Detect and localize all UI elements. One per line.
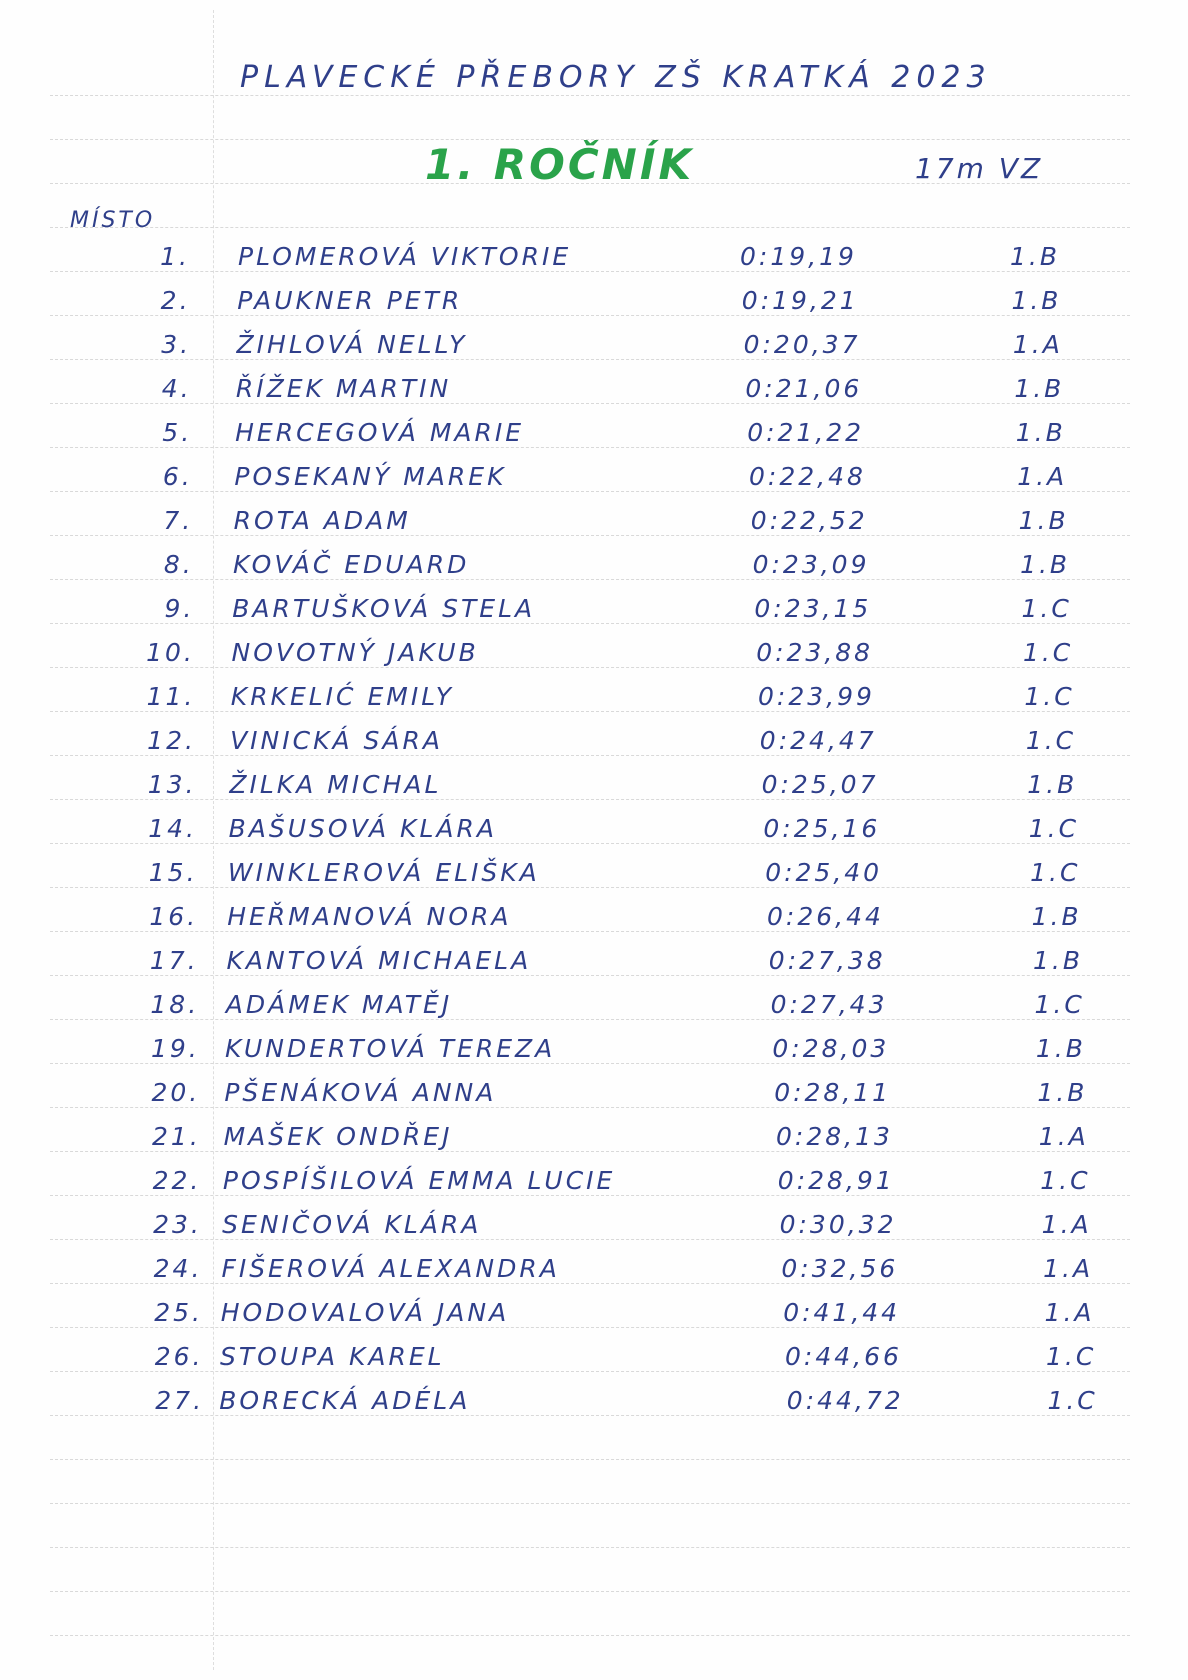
class-label: 1.B <box>1020 550 1071 579</box>
class-label: 1.C <box>1024 682 1075 711</box>
class-label: 1.A <box>1012 330 1063 359</box>
class-label: 1.C <box>1021 594 1072 623</box>
result-row <box>0 1384 1188 1428</box>
place-number: 27. <box>155 1386 205 1415</box>
place-number: 23. <box>153 1210 202 1239</box>
class-label: 1.A <box>1044 1298 1095 1327</box>
class-label: 1.A <box>1041 1210 1092 1239</box>
swim-time: 0:19,21 <box>741 286 859 315</box>
class-label: 1.C <box>1034 990 1085 1019</box>
swimmer-name: KUNDERTOVÁ TEREZA <box>225 1034 556 1063</box>
result-row <box>0 812 1188 856</box>
swimmer-name: SENIČOVÁ KLÁRA <box>222 1210 482 1239</box>
swim-time: 0:26,44 <box>767 902 884 931</box>
swimmer-name: VINICKÁ SÁRA <box>230 726 443 755</box>
swimmer-name: PLOMEROVÁ VIKTORIE <box>238 242 572 271</box>
class-label: 1.B <box>1027 770 1078 799</box>
swimmer-name: ROTA ADAM <box>233 506 411 535</box>
swim-time: 0:24,47 <box>759 726 877 755</box>
place-number: 12. <box>147 726 196 755</box>
place-number: 5. <box>162 418 193 447</box>
swimmer-name: BORECKÁ ADÉLA <box>219 1386 471 1415</box>
swim-time: 0:23,99 <box>758 682 875 711</box>
grade-heading: 1. ROČNÍK <box>425 140 694 189</box>
swim-time: 0:22,48 <box>749 462 866 491</box>
place-number: 26. <box>154 1342 204 1371</box>
ruled-line <box>50 1459 1130 1460</box>
ruled-line <box>50 95 1130 96</box>
swim-time: 0:20,37 <box>743 330 861 359</box>
swim-time: 0:28,13 <box>776 1122 893 1151</box>
swim-time: 0:32,56 <box>781 1254 899 1283</box>
result-row <box>0 548 1188 592</box>
class-label: 1.B <box>1033 946 1084 975</box>
result-row <box>0 240 1188 284</box>
result-row <box>0 592 1188 636</box>
result-row <box>0 1076 1188 1120</box>
swimmer-name: HERCEGOVÁ MARIE <box>235 418 525 447</box>
result-row <box>0 1252 1188 1296</box>
swimmer-name: ŽILKA MICHAL <box>229 770 442 799</box>
swimmer-name: MAŠEK ONDŘEJ <box>223 1122 453 1151</box>
place-number: 1. <box>160 242 190 271</box>
result-row <box>0 856 1188 900</box>
class-label: 1.C <box>1030 858 1081 887</box>
ruled-line <box>50 1591 1130 1592</box>
place-number: 18. <box>150 990 200 1019</box>
result-row <box>0 636 1188 680</box>
class-label: 1.C <box>1046 1342 1097 1371</box>
swimmer-name: KRKELIĆ EMILY <box>230 682 455 711</box>
sheet-title: PLAVECKÉ PŘEBORY ZŠ KRATKÁ 2023 <box>240 60 992 95</box>
result-row <box>0 1164 1188 1208</box>
class-label: 1.C <box>1028 814 1080 843</box>
swim-time: 0:25,16 <box>763 814 881 843</box>
place-number: 22. <box>152 1166 202 1195</box>
place-number: 21. <box>152 1122 201 1151</box>
swimmer-name: KANTOVÁ MICHAELA <box>226 946 532 975</box>
result-row <box>0 328 1188 372</box>
swimmer-name: PŠENÁKOVÁ ANNA <box>224 1078 497 1107</box>
result-row <box>0 988 1188 1032</box>
class-label: 1.B <box>1018 506 1069 535</box>
place-number: 11. <box>146 682 196 711</box>
ruled-line <box>50 1503 1130 1504</box>
class-label: 1.A <box>1038 1122 1089 1151</box>
swim-time: 0:22,52 <box>750 506 868 535</box>
result-row <box>0 460 1188 504</box>
result-row <box>0 680 1188 724</box>
class-label: 1.C <box>1025 726 1077 755</box>
swim-time: 0:28,91 <box>777 1166 895 1195</box>
swim-time: 0:23,88 <box>756 638 874 667</box>
class-label: 1.B <box>1015 418 1066 447</box>
swim-time: 0:27,38 <box>768 946 886 975</box>
place-number: 10. <box>146 638 195 667</box>
class-label: 1.B <box>1010 242 1061 271</box>
place-number: 8. <box>163 550 194 579</box>
class-label: 1.B <box>1014 374 1065 403</box>
class-label: 1.B <box>1035 1034 1086 1063</box>
swimmer-name: NOVOTNÝ JAKUB <box>231 638 479 667</box>
class-label: 1.C <box>1040 1166 1091 1195</box>
place-number: 24. <box>153 1254 203 1283</box>
swim-time: 0:28,11 <box>774 1078 892 1107</box>
place-number: 2. <box>160 286 191 315</box>
swim-time: 0:27,43 <box>770 990 888 1019</box>
place-number: 19. <box>150 1034 200 1063</box>
swimmer-name: BARTUŠKOVÁ STELA <box>232 594 536 623</box>
result-row <box>0 416 1188 460</box>
result-row <box>0 1296 1188 1340</box>
place-number: 3. <box>161 330 192 359</box>
swimmer-name: POSEKANÝ MAREK <box>234 462 507 491</box>
swimmer-name: KOVÁČ EDUARD <box>232 550 470 579</box>
result-row <box>0 284 1188 328</box>
class-label: 1.B <box>1011 286 1062 315</box>
place-number: 13. <box>147 770 197 799</box>
class-label: 1.B <box>1031 902 1082 931</box>
swim-time: 0:19,19 <box>740 242 857 271</box>
place-column-label: MÍSTO <box>70 208 156 233</box>
swimmer-name: HEŘMANOVÁ NORA <box>227 902 512 931</box>
swimmer-name: FIŠEROVÁ ALEXANDRA <box>221 1254 560 1283</box>
class-label: 1.C <box>1047 1386 1098 1415</box>
ruled-line <box>50 1635 1130 1636</box>
swim-time: 0:25,07 <box>761 770 879 799</box>
swim-time: 0:25,40 <box>765 858 883 887</box>
swimmer-name: ŽIHLOVÁ NELLY <box>236 330 468 359</box>
class-label: 1.B <box>1037 1078 1088 1107</box>
place-number: 16. <box>149 902 199 931</box>
swim-time: 0:21,22 <box>747 418 865 447</box>
class-label: 1.A <box>1043 1254 1094 1283</box>
place-number: 9. <box>164 594 195 623</box>
swim-time: 0:28,03 <box>772 1034 890 1063</box>
swim-time: 0:44,72 <box>786 1386 904 1415</box>
swim-time: 0:23,09 <box>752 550 870 579</box>
place-number: 14. <box>148 814 198 843</box>
swimmer-name: HODOVALOVÁ JANA <box>220 1298 510 1327</box>
result-row <box>0 1032 1188 1076</box>
result-row <box>0 504 1188 548</box>
swim-time: 0:21,06 <box>745 374 863 403</box>
result-row <box>0 900 1188 944</box>
swim-time: 0:41,44 <box>783 1298 901 1327</box>
swimmer-name: STOUPA KAREL <box>220 1342 445 1371</box>
result-row <box>0 1208 1188 1252</box>
place-number: 7. <box>163 506 194 535</box>
ruled-line <box>50 227 1130 228</box>
swimmer-name: POSPÍŠILOVÁ EMMA LUCIE <box>222 1166 616 1195</box>
result-row <box>0 944 1188 988</box>
result-row <box>0 372 1188 416</box>
distance-label: 17m VZ <box>915 152 1044 185</box>
place-number: 15. <box>148 858 198 887</box>
class-label: 1.A <box>1017 462 1068 491</box>
place-number: 6. <box>162 462 193 491</box>
place-number: 25. <box>154 1298 203 1327</box>
swimmer-name: BAŠUSOVÁ KLÁRA <box>228 814 497 843</box>
swimmer-name: ADÁMEK MATĚJ <box>225 990 453 1019</box>
place-number: 4. <box>161 374 192 403</box>
swimmer-name: PAUKNER PETR <box>237 286 463 315</box>
result-row <box>0 1340 1188 1384</box>
swim-time: 0:44,66 <box>785 1342 902 1371</box>
swimmer-name: ŘÍŽEK MARTIN <box>235 374 452 403</box>
place-number: 20. <box>151 1078 201 1107</box>
place-number: 17. <box>149 946 199 975</box>
swim-time: 0:30,32 <box>779 1210 897 1239</box>
result-row <box>0 1120 1188 1164</box>
swimmer-name: WINKLEROVÁ ELIŠKA <box>227 858 540 887</box>
result-row <box>0 768 1188 812</box>
result-row <box>0 724 1188 768</box>
swim-time: 0:23,15 <box>754 594 872 623</box>
class-label: 1.C <box>1022 638 1074 667</box>
ruled-line <box>50 1547 1130 1548</box>
